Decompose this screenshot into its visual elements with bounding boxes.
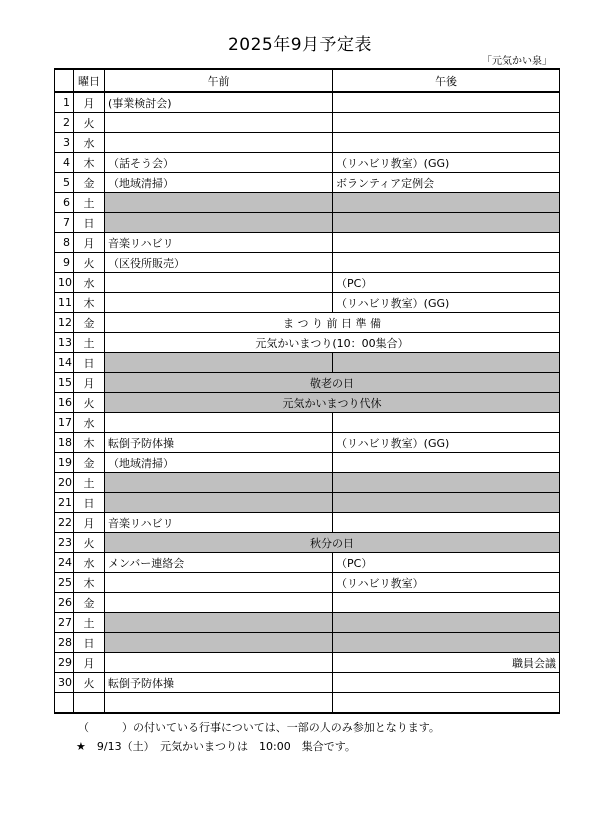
day-number-cell: 10 xyxy=(55,273,74,293)
day-of-week-cell: 日 xyxy=(74,493,105,513)
day-of-week-cell: 土 xyxy=(74,473,105,493)
morning-cell xyxy=(105,273,333,293)
table-row xyxy=(55,633,560,653)
table-row xyxy=(55,133,560,153)
organization-name: 「元気かい泉」 xyxy=(482,56,552,67)
morning-cell xyxy=(105,613,333,633)
table-row xyxy=(55,233,560,253)
morning-cell: 音楽リハビリ xyxy=(105,233,333,253)
day-of-week-cell: 日 xyxy=(74,633,105,653)
day-of-week-cell: 火 xyxy=(74,113,105,133)
day-number-cell: 9 xyxy=(55,253,74,273)
notes xyxy=(78,718,440,756)
afternoon-cell: （リハビリ教室）(GG) xyxy=(333,293,560,313)
table-row xyxy=(55,92,560,113)
day-of-week-cell: 月 xyxy=(74,513,105,533)
day-number-cell: 21 xyxy=(55,493,74,513)
morning-cell xyxy=(105,293,333,313)
afternoon-cell: 職員会議 xyxy=(333,653,560,673)
afternoon-cell xyxy=(333,193,560,213)
day-number-cell: 15 xyxy=(55,373,74,393)
afternoon-cell xyxy=(333,613,560,633)
day-of-week-cell: 土 xyxy=(74,193,105,213)
table-row xyxy=(55,433,560,453)
morning-cell: 転倒予防体操 xyxy=(105,673,333,693)
table-row xyxy=(55,593,560,613)
table-row xyxy=(55,613,560,633)
day-number-cell: 5 xyxy=(55,173,74,193)
day-of-week-cell: 火 xyxy=(74,673,105,693)
table-row xyxy=(55,193,560,213)
afternoon-cell xyxy=(333,593,560,613)
schedule-table xyxy=(54,68,560,714)
afternoon-cell: ボランティア定例会 xyxy=(333,173,560,193)
day-number-cell: 11 xyxy=(55,293,74,313)
afternoon-cell xyxy=(333,693,560,714)
afternoon-cell xyxy=(333,133,560,153)
header-row xyxy=(55,69,560,92)
all-day-event-cell: 元気かいまつり(10：00集合） xyxy=(105,333,560,353)
day-of-week-cell: 日 xyxy=(74,213,105,233)
table-row xyxy=(55,213,560,233)
day-number-cell: 1 xyxy=(55,92,74,113)
afternoon-cell: （PC） xyxy=(333,273,560,293)
afternoon-cell xyxy=(333,473,560,493)
afternoon-cell xyxy=(333,233,560,253)
morning-cell: 音楽リハビリ xyxy=(105,513,333,533)
day-number-cell: 3 xyxy=(55,133,74,153)
table-row xyxy=(55,293,560,313)
schedule-body xyxy=(55,92,560,713)
table-row xyxy=(55,313,560,333)
morning-cell xyxy=(105,573,333,593)
table-row xyxy=(55,393,560,413)
afternoon-cell xyxy=(333,673,560,693)
all-day-event-cell: 敬老の日 xyxy=(105,373,560,393)
table-row xyxy=(55,253,560,273)
morning-cell xyxy=(105,593,333,613)
morning-cell xyxy=(105,213,333,233)
day-of-week-cell: 木 xyxy=(74,293,105,313)
day-number-cell: 12 xyxy=(55,313,74,333)
day-of-week-cell: 月 xyxy=(74,373,105,393)
note-participation: （ ）の付いている行事については、一部の人のみ参加となります。 xyxy=(78,721,440,734)
page-title: 2025年9月予定表 xyxy=(227,35,373,55)
table-row xyxy=(55,333,560,353)
table-row xyxy=(55,113,560,133)
day-of-week-cell: 月 xyxy=(74,233,105,253)
table-row xyxy=(55,693,560,714)
afternoon-cell: （リハビリ教室） xyxy=(333,573,560,593)
day-of-week-cell: 日 xyxy=(74,353,105,373)
day-number-cell: 24 xyxy=(55,553,74,573)
morning-cell xyxy=(105,693,333,714)
table-row xyxy=(55,573,560,593)
day-number-cell: 13 xyxy=(55,333,74,353)
day-of-week-cell: 木 xyxy=(74,153,105,173)
table-row xyxy=(55,353,560,373)
afternoon-cell: （PC） xyxy=(333,553,560,573)
header-morning: 午前 xyxy=(105,69,333,92)
day-of-week-cell: 火 xyxy=(74,253,105,273)
day-of-week-cell: 水 xyxy=(74,133,105,153)
day-of-week-cell: 土 xyxy=(74,613,105,633)
day-number-cell: 26 xyxy=(55,593,74,613)
morning-cell xyxy=(105,113,333,133)
header-day-of-week: 曜日 xyxy=(74,69,105,92)
morning-cell xyxy=(105,413,333,433)
morning-cell: （地域清掃） xyxy=(105,173,333,193)
all-day-event-cell: 元気かいまつり代休 xyxy=(105,393,560,413)
morning-cell: （話そう会） xyxy=(105,153,333,173)
afternoon-cell xyxy=(333,493,560,513)
morning-cell xyxy=(105,493,333,513)
day-number-cell: 18 xyxy=(55,433,74,453)
table-row xyxy=(55,533,560,553)
day-of-week-cell: 木 xyxy=(74,573,105,593)
day-number-cell: 25 xyxy=(55,573,74,593)
day-of-week-cell: 火 xyxy=(74,533,105,553)
day-number-cell: 20 xyxy=(55,473,74,493)
table-row xyxy=(55,453,560,473)
day-number-cell: 16 xyxy=(55,393,74,413)
table-row xyxy=(55,173,560,193)
morning-cell xyxy=(105,473,333,493)
morning-cell: 転倒予防体操 xyxy=(105,433,333,453)
day-of-week-cell: 金 xyxy=(74,593,105,613)
morning-cell: （地域清掃） xyxy=(105,453,333,473)
day-of-week-cell: 金 xyxy=(74,173,105,193)
afternoon-cell xyxy=(333,253,560,273)
note-festival: ★ 9/13（土） 元気かいまつりは 10:00 集合です。 xyxy=(76,740,356,753)
day-number-cell: 8 xyxy=(55,233,74,253)
day-of-week-cell: 木 xyxy=(74,433,105,453)
all-day-event-cell: ま つ り 前 日 準 備 xyxy=(105,313,560,333)
day-of-week-cell: 水 xyxy=(74,553,105,573)
day-of-week-cell: 水 xyxy=(74,273,105,293)
day-of-week-cell: 土 xyxy=(74,333,105,353)
afternoon-cell xyxy=(333,513,560,533)
table-row xyxy=(55,653,560,673)
day-number-cell: 28 xyxy=(55,633,74,653)
day-number-cell: 27 xyxy=(55,613,74,633)
table-row xyxy=(55,153,560,173)
day-number-cell: 22 xyxy=(55,513,74,533)
table-row xyxy=(55,673,560,693)
day-of-week-cell: 水 xyxy=(74,413,105,433)
day-number-cell: 6 xyxy=(55,193,74,213)
table-row xyxy=(55,513,560,533)
afternoon-cell xyxy=(333,92,560,113)
day-number-cell: 30 xyxy=(55,673,74,693)
day-number-cell: 2 xyxy=(55,113,74,133)
day-of-week-cell: 月 xyxy=(74,92,105,113)
day-of-week-cell: 金 xyxy=(74,453,105,473)
afternoon-cell xyxy=(333,633,560,653)
morning-cell xyxy=(105,133,333,153)
table-row xyxy=(55,413,560,433)
morning-cell: (事業検討会) xyxy=(105,92,333,113)
table-row xyxy=(55,493,560,513)
afternoon-cell xyxy=(333,353,560,373)
table-row xyxy=(55,553,560,573)
day-number-cell: 17 xyxy=(55,413,74,433)
morning-cell: （区役所販売） xyxy=(105,253,333,273)
table-row xyxy=(55,373,560,393)
day-of-week-cell: 火 xyxy=(74,393,105,413)
morning-cell: メンバー連絡会 xyxy=(105,553,333,573)
day-number-cell xyxy=(55,693,74,714)
day-number-cell: 29 xyxy=(55,653,74,673)
morning-cell xyxy=(105,193,333,213)
afternoon-cell xyxy=(333,113,560,133)
day-number-cell: 7 xyxy=(55,213,74,233)
day-of-week-cell: 月 xyxy=(74,653,105,673)
afternoon-cell xyxy=(333,413,560,433)
day-number-cell: 23 xyxy=(55,533,74,553)
morning-cell xyxy=(105,353,333,373)
day-of-week-cell xyxy=(74,693,105,714)
afternoon-cell xyxy=(333,213,560,233)
day-number-cell: 4 xyxy=(55,153,74,173)
header-day-number xyxy=(55,69,74,92)
afternoon-cell: （リハビリ教室）(GG) xyxy=(333,153,560,173)
morning-cell xyxy=(105,653,333,673)
table-row xyxy=(55,473,560,493)
afternoon-cell xyxy=(333,453,560,473)
all-day-event-cell: 秋分の日 xyxy=(105,533,560,553)
day-number-cell: 19 xyxy=(55,453,74,473)
day-number-cell: 14 xyxy=(55,353,74,373)
morning-cell xyxy=(105,633,333,653)
afternoon-cell: （リハビリ教室）(GG) xyxy=(333,433,560,453)
header-afternoon: 午後 xyxy=(333,69,560,92)
day-of-week-cell: 金 xyxy=(74,313,105,333)
table-row xyxy=(55,273,560,293)
